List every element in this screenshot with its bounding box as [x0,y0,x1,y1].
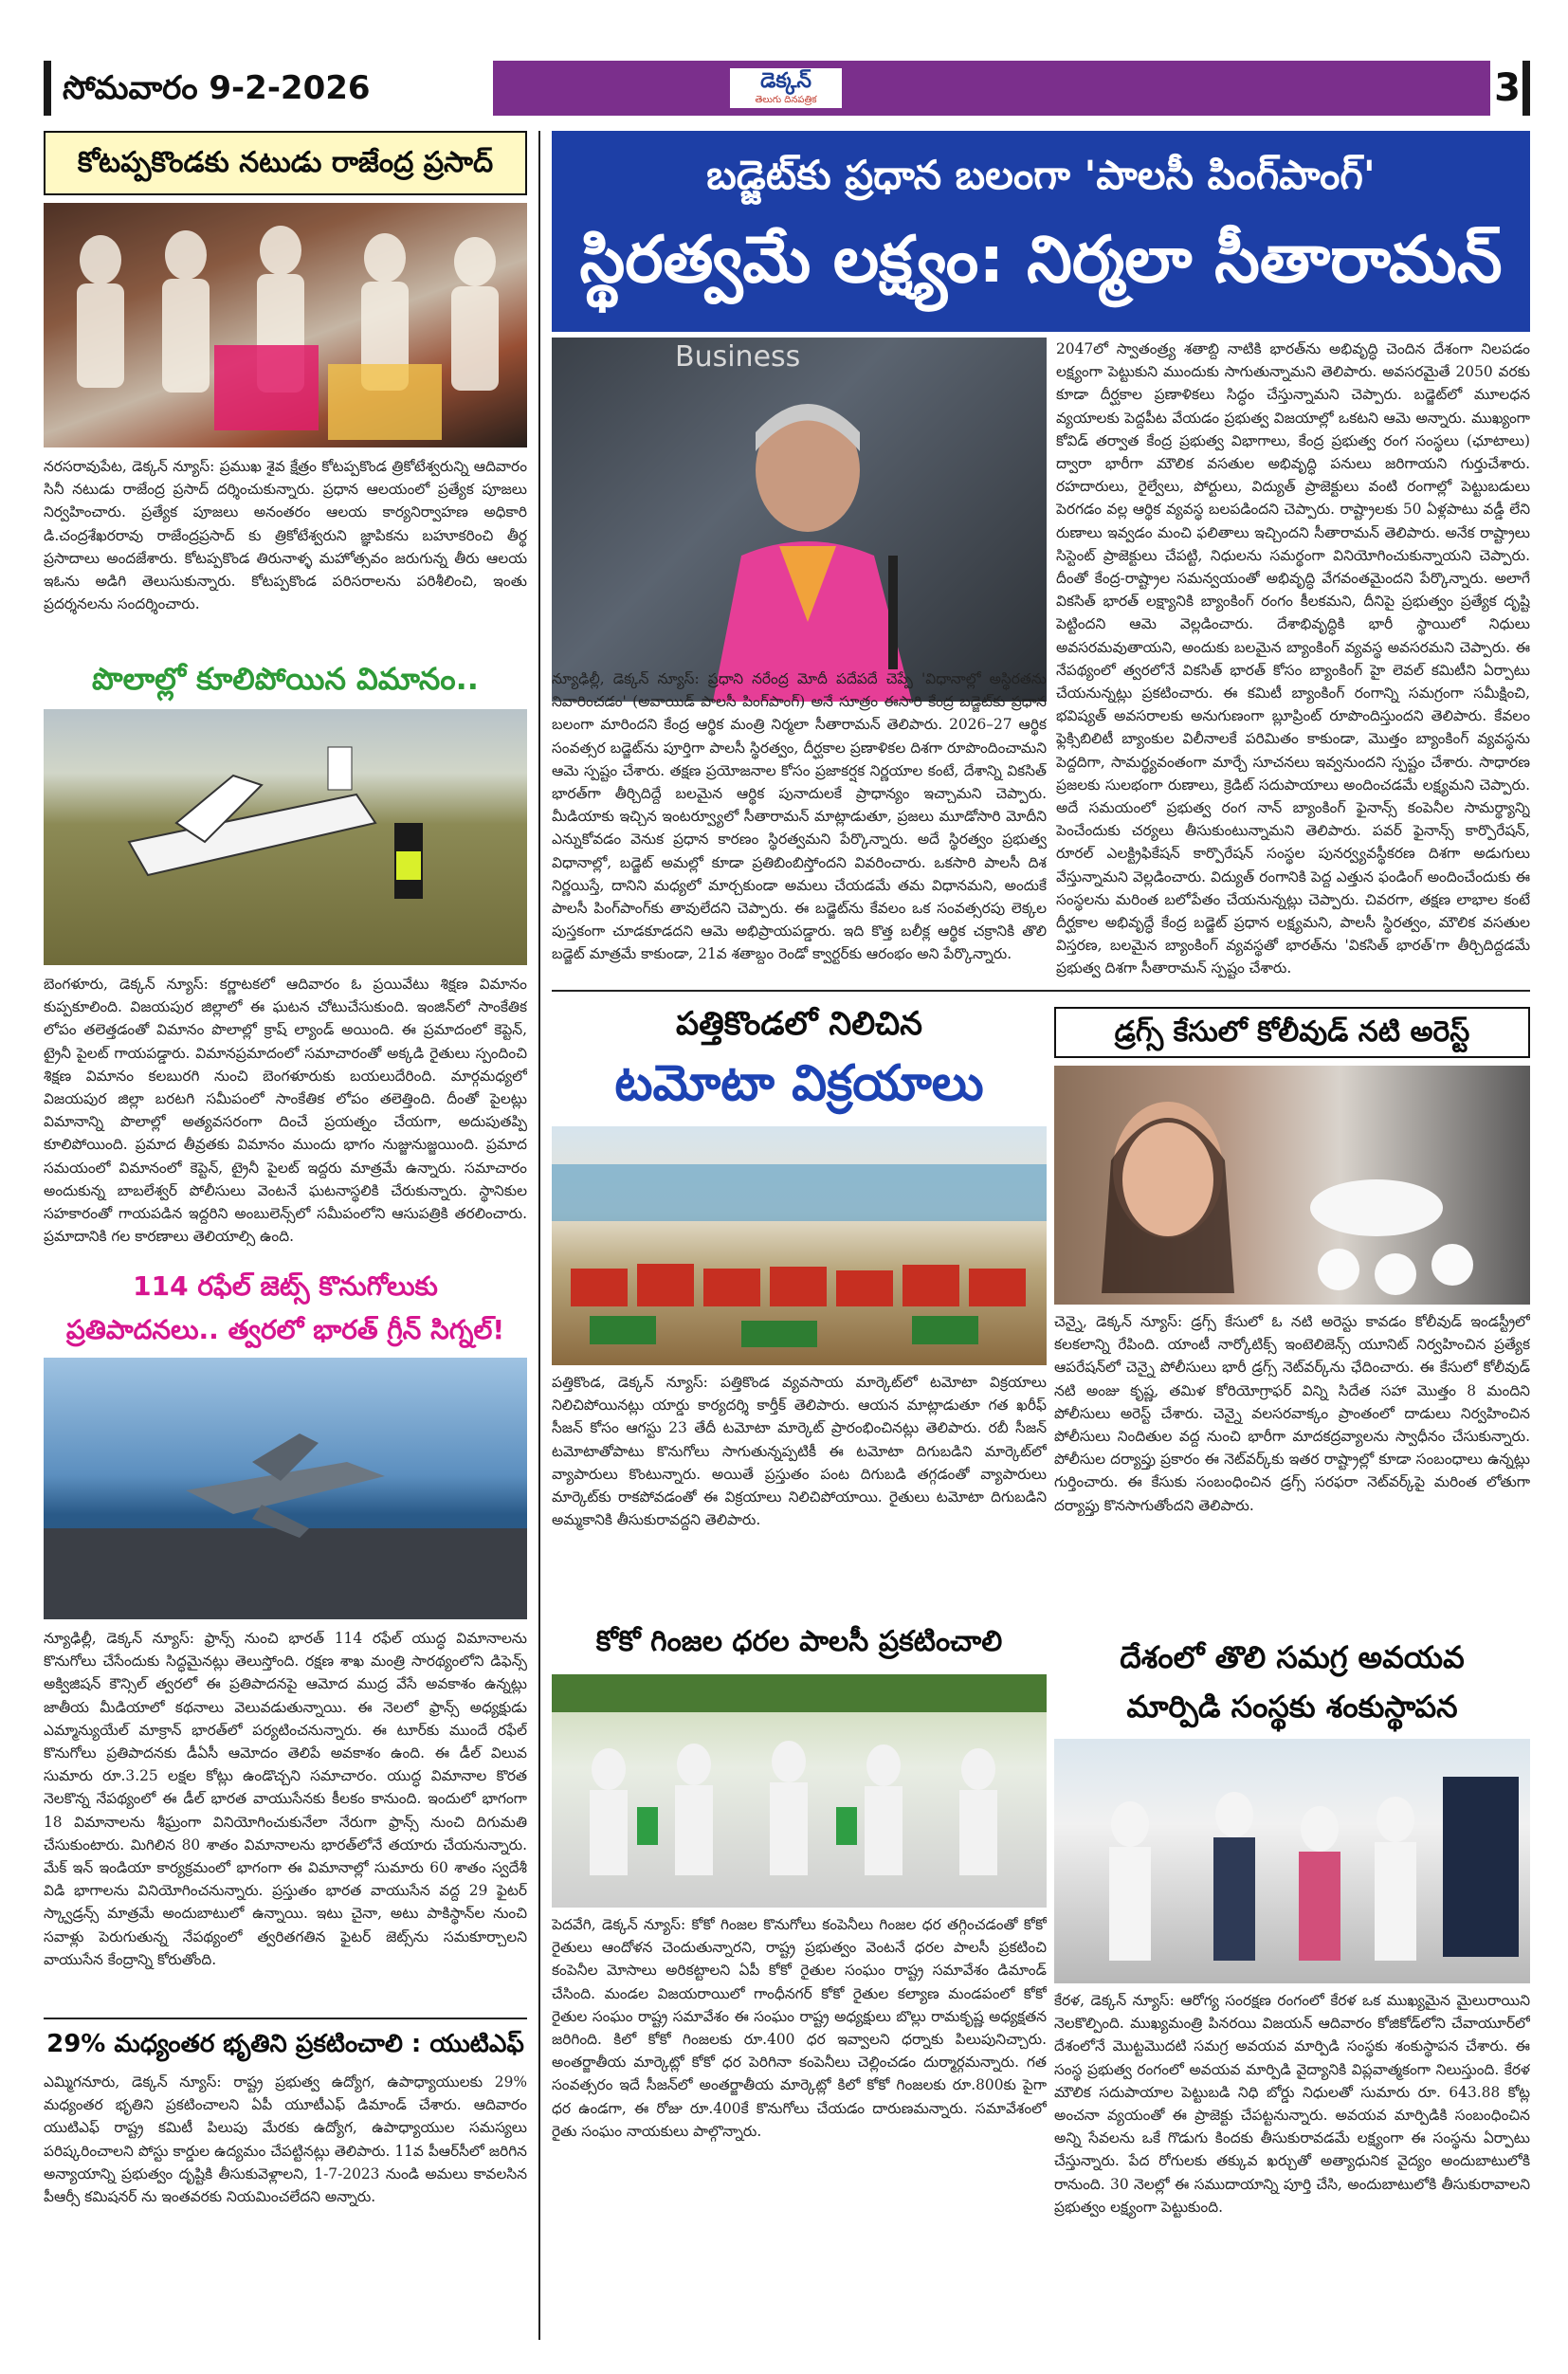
drugs-head-box [1054,1007,1530,1058]
plane-illustration [44,709,527,965]
masthead-bar [493,61,1490,116]
lead-body-left: న్యూఢిల్లీ, డెక్కన్ న్యూస్: ప్రధాని నరేంద్ర మోదీ పదేపదే చెప్పే 'విధానాల్లో అస్థిరతను నివారించడం' (అవాయిడ్ పాలసీ పింగ్‌పాంగ్) అనే సూత్రం ఈసారి కేంద్ర బడ్జెట్‌కు ప్రధాన బలంగా మారిందని కేంద్ర ఆర్థిక మంత్రి నిర్మలా సీతారామన్ తెలిపారు. 2026–27 ఆర్థిక సంవత్సర బడ్జెట్‌ను పూర్తిగా పాలసీ స్థిరత్వం, దీర్ఘకాల ప్రణాళికల దిశగా రూపొందించామని ఆమె స్పష్టం చేశారు. తక్షణ ప్రయోజనాల కోసం ప్రజాకర్షక నిర్ణయాల కంటే, దేశాన్ని వికసిత్ భారత్‌గా తీర్చిదిద్దే బలమైన ఆర్థిక పునాదులకే ప్రాధాన్యం ఇచ్చామని చెప్పారు. మీడియాకు ఇచ్చిన ఇంటర్వ్యూలో సీతారామన్ మాట్లాడుతూ, ప్రజలు మూడోసారి మోదీని ఎన్నుకోవడం వెనుక ప్రధాన కారణం స్థిరత్వమని పేర్కొన్నారు. అదే స్థిరత్వం ప్రభుత్వ విధానాల్లో, బడ్జెట్ అమల్లో కూడా ప్రతిబింబిస్తోందని వివరించారు. ఒకసారి పాలసీ దిశ నిర్ణయిస్తే, దానిని మధ్యలో మార్చకుండా అమలు చేయడమే తమ విధానమని, అందుకే పాలసీ పింగ్‌పాంగ్‌కు తావులేదని చెప్పారు. ఈ బడ్జెట్‌ను కేవలం ఒక సంవత్సరపు లెక్కల పుస్తకంగా చూడకూడదని ఆమె అభిప్రాయపడ్డారు. ఇది కొత్త బలీక్ల ఆర్థిక చక్రానికి తొలి బడ్జెట్ మాత్రమే కాకుండా, 21వ శతాబ్దం రెండో క్వార్టర్‌కు ఆరంభం అని పేర్కొన్నారు. [552,670,1047,963]
cocoa-body: పెదవేగి, డెక్కన్ న్యూస్: కోకో గింజల కొనుగోలు కంపెనీలు గింజల ధర తగ్గించడంతో కోకో రైతులు ఆందోళన చెందుతున్నారని, రాష్ట్ర ప్రభుత్వం వెంటనే ధరల పాలసీ ప్రకటించి కంపెనీల మోసాలు అరికట్టాలని ఏపీ కోకో రైతుల సంఘం రాష్ట్ర సమావేశం డిమాండ్ చేసింది. మండల విజయరాయిలో గాంధీనగర్ కోకో రైతుల కల్యాణ మండపంలో కోకో రైతుల సంఘం రాష్ట్ర సమావేశం ఈ సంఘం రాష్ట్ర అధ్యక్షులు బొల్లు రామకృష్ణ అధ్యక్షతన జరిగింది. కిలో కోకో గింజలకు రూ.400 ధర ఇవ్వాలని ధర్నాకు పిలుపునిచ్చారు. అంతర్జాతీయ మార్కెట్లో కోకో ధర పెరిగినా కంపెనీలు చెల్లించడం దుర్మార్గమన్నారు. గత సంవత్సరం ఇదే సీజన్‌లో అంతర్జాతీయ మార్కెట్లో కిలో కోకో గింజలకు రూ.800కు పైగా ధర ఉండగా, ఈ రోజు రూ.400కే కొనుగోలు చేయడం దారుణమన్నారు. సమావేశంలో రైతు సంఘం నాయకులు పాల్గొన్నారు. [552,1916,1047,2140]
market-illustration [552,1126,1047,1365]
story2-body: బెంగళూరు, డెక్కన్ న్యూస్: కర్ణాటకలో ఆదివారం ఓ ప్రయివేటు శిక్షణ విమానం కుప్పకూలింది. విజయపుర జిల్లాలో ఈ ఘటన చోటుచేసుకుంది. ఇంజిన్‌లో సాంకేతిక లోపం తలెత్తడంతో విమానం పొలాల్లో క్రాష్ ల్యాండ్ అయింది. ఈ ప్రమాదంలో కెప్టెన్, ట్రైనీ పైలట్ గాయపడ్డారు. విమానప్రమాదంలో సమాచారంతో అక్కడి రైతులు స్పందించి శిక్షణ విమానం కలబురగి నుంచి బెంగళూరుకు బయలుదేరింది. మార్గమధ్యలో విజయపుర జిల్లా బరటగి సమీపంలో సాంకేతిక లోపం తలెత్తింది. దీంతో పైలట్లు విమానాన్ని పొలాల్లో అత్యవసరంగా దించే ప్రయత్నం చేయగా, అదుపుతప్పి కూలిపోయింది. ప్రమాద తీవ్రతకు విమానం ముందు భాగం నుజ్జునుజ్జయింది. ప్రమాద సమయంలో విమానంలో కెప్టెన్, ట్రైనీ పైలట్ ఇద్దరు మాత్రమే ఉన్నారు. సమాచారం అందుకున్న బాబలేశ్వర్ పోలీసులు వెంటనే ఘటనాస్థలికి చేరుకున్నారు. స్థానికుల సహకారంతో గాయపడిన ఇద్దరిని అంబులెన్స్‌లో సమీపంలోని ఆసుపత్రికి తరలించారు. ప్రమాదానికి గల కారణాలు తెలియాల్సి ఉంది. [44,976,527,1246]
speaker-illustration [552,338,1047,702]
organ-headline-2: మార్పిడి సంస్థకు శంకుస్థాపన [1126,1689,1458,1725]
story3-body: న్యూఢిల్లీ, డెక్కన్ న్యూస్: ఫ్రాన్స్ నుంచి భారత్ 114 రఫేల్ యుద్ధ విమానాలను కొనుగోలు చేసేందుకు సిద్ధమైనట్లు తెలుస్తోంది. రక్షణ శాఖ మంత్రి సారథ్యంలోని డిఫెన్స్ అక్విజిషన్ కౌన్సిల్ త్వరలో ఈ ప్రతిపాదనపై ఆమోద ముద్ర వేసే అవకాశం ఉన్నట్లు జాతీయ మీడియాలో కథనాలు వెలువడుతున్నాయి. ఈ నెలలో ఫ్రాన్స్ అధ్యక్షుడు ఎమ్మాన్యుయేల్ మాక్రాన్ భారత్‌లో పర్యటించనున్నారు. ఈ టూర్‌కు ముందే రఫేల్ కొనుగోలు ప్రతిపాదనకు డీఏసీ ఆమోదం తెలిపే అవకాశం ఉంది. ఈ డీల్ విలువ సుమారు రూ.3.25 లక్షల కోట్లు ఉండొచ్చని సమాచారం. యుద్ధ విమానాల కొరత నెలకొన్న నేపథ్యంలో ఈ డీల్ భారత వాయుసేనకు కీలకం కానుంది. ఇందులో భాగంగా 18 విమానాలను శీఘ్రంగా వినియోగించుకునేలా నేరుగా ఫ్రాన్స్ నుంచి దిగుమతి చేసుకుంటారు. మిగిలిన 80 శాతం విమానాలను భారత్‌లోనే తయారు చేయనున్నారు. మేక్ ఇన్ ఇండియా కార్యక్రమంలో భాగంగా ఈ విమానాల్లో సుమారు 60 శాతం స్వదేశీ విడి భాగాలను వినియోగించనున్నారు. ప్రస్తుతం భారత వాయుసేన వద్ద 29 ఫైటర్ స్క్వాడ్రన్స్ మాత్రమే అందుబాటులో ఉన్నాయి. ఇటు చైనా, అటు పాకిస్థాన్‌ల నుంచి సవాళ్లు పెరుగుతున్న నేపథ్యంలో త్వరితగతిన ఫైటర్ జెట్స్‌ను సమకూర్చాలని వాయుసేన కేంద్రాన్ని కోరుతోంది. [44,1630,527,1968]
crashed-plane-photo [44,709,527,965]
logo-subtitle: తెలుగు దినపత్రిక [755,95,817,105]
tomato-market-photo [552,1126,1047,1365]
lead-body-right: 2047లో స్వాతంత్ర్య శతాబ్ది నాటికి భారత్‌ను అభివృద్ధి చెందిన దేశంగా నిలపడం లక్ష్యంగా పెట్టుకుని ముందుకు సాగుతున్నామని తెలిపారు. అవసరమైతే 2050 వరకు కూడా దీర్ఘకాల ప్రణాళికలు సిద్ధం చేస్తున్నామని చెప్పారు. బడ్జెట్‌లో మూలధన వ్యయాలకు పెద్దపీట వేయడం ప్రభుత్వ విజయాల్లో ఒకటని ఆమె అన్నారు. ముఖ్యంగా కోవిడ్ తర్వాత కేంద్ర ప్రభుత్వ విభాగాలు, కేంద్ర ప్రభుత్వ రంగ సంస్థలు (ఛూటాలు) ద్వారా భారీగా మౌలిక వసతుల అభివృద్ధి పనులు జరిగాయని గుర్తుచేశారు. రహదారులు, రైల్వేలు, పోర్టులు, విద్యుత్ ప్రాజెక్టులు వంటి రంగాల్లో పెట్టుబడులు పెరగడం వల్ల ఆర్థిక వ్యవస్థ బలపడిందని చెప్పారు. రాష్ట్రాలకు 50 ఏళ్లపాటు వడ్డీ లేని రుణాలు ఇవ్వడం మంచి ఫలితాలు ఇచ్చిందని సీతారామన్ తెలిపారు. అనేక రాష్ట్రాలు సిస్టెంట్ ప్రాజెక్టులు చేపట్టి, నిధులను సమర్థంగా వినియోగించుకున్నాయని చెప్పారు. దీంతో కేంద్ర-రాష్ట్రాల సమన్వయంతో అభివృద్ధి వేగవంతమైందని పేర్కొన్నారు. అలాగే వికసిత్ భారత్ లక్ష్యానికి బ్యాంకింగ్ రంగం కీలకమని, దీనిపై ప్రభుత్వం ప్రత్యేక దృష్టి పెట్టిందని ఆమె వెల్లడించారు. దేశాభివృద్ధికి భారీ స్థాయిలో నిధులు అవసరమవుతాయని, అందుకు బలమైన బ్యాంకింగ్ వ్యవస్థ అవసరమని చెప్పారు. ఈ నేపథ్యంలో త్వరలోనే వికసిత్ భారత్ కోసం బ్యాంకింగ్ హై లెవల్ కమిటీని ఏర్పాటు చేయనున్నట్లు ప్రకటించారు. ఈ కమిటీ బ్యాంకింగ్ రంగాన్ని సమగ్రంగా సమీక్షించి, భవిష్యత్ అవసరాలకు అనుగుణంగా బ్లూప్రింట్ రూపొందిస్తుందని తెలిపారు. కేవలం ఫ్లెక్సిబిలిటీ బ్యాంకుల విలీనాలకే పరిమితం కాకుండా, మొత్తం బ్యాంకింగ్ వ్యవస్థను పెద్దదిగా, సామర్థ్యవంతంగా మార్చే సూచనలు ఇవ్వనుందని స్పష్టం చేశారు. సాధారణ ప్రజలకు సులభంగా రుణాలు, క్రెడిట్ సదుపాయాలు అందించడమే లక్ష్యమని చెప్పారు. అదే సమయంలో ప్రభుత్వ రంగ నాన్ బ్యాంకింగ్ ఫైనాన్స్ కంపెనీల సామర్థ్యాన్ని పెంచేందుకు చర్యలు తీసుకుంటున్నామని తెలిపారు. పవర్ ఫైనాన్స్ కార్పొరేషన్, రూరల్ ఎలక్ట్రిఫికేషన్ కార్పొరేషన్ సంస్థల పునర్వ్యవస్థీకరణ దిశగా అడుగులు వేస్తున్నామని వెల్లడించారు. విద్యుత్ రంగానికి పెద్ద ఎత్తున ఫండింగ్ అందించేందుకు ఈ సంస్థలను మరింత బలోపేతం చేయనున్నట్లు చెప్పారు. చివరగా, తక్షణ లాభాల కంటే దీర్ఘకాల అభివృద్ధే కేంద్ర బడ్జెట్ ప్రధాన లక్ష్యమని, పాలసీ స్థిరత్వం, మౌలిక వసతుల విస్తరణ, బలమైన బ్యాంకింగ్ వ్యవస్థతో భారత్‌ను 'వికసిత్ భారత్'గా తీర్చిదిద్దడమే ప్రభుత్వ దిశగా సీతారామన్ స్పష్టం చేశారు. [1056,340,1530,977]
story1-body: నరసరావుపేట, డెక్కన్ న్యూస్: ప్రముఖ శైవ క్షేత్రం కోటప్పకొండ త్రికోటేశ్వరున్ని ఆదివారం సినీ నటుడు రాజేంద్ర ప్రసాద్ దర్శించుకున్నారు. ప్రధాన ఆలయంలో ప్రత్యేక పూజలు నిర్వహించారు. ప్రత్యేక పూజలు అనంతరం ఆలయ కార్యనిర్వాహణ అధికారి డి.చంద్రశేఖరరావు రాజేంద్రప్రసాద్ కు త్రికోటేశ్వరుని జ్ఞాపికను బహూకరించి తీర్థ ప్రసాదాలు అందజేశారు. కోటప్పకొండ తిరునాళ్ళ మహోత్సవం జరుగున్న తీరు ఆలయ ఇఓను అడిగి తెలుసుకున్నారు. కోటప్పకొండ పరిసరాలను పరిశీలించి, ఇంతు ప్రదర్శనలను సందర్శించారు. [44,458,527,613]
cocoa-farmers-photo [552,1674,1047,1908]
page-number: 3 [1492,61,1530,116]
inauguration-photo [1054,1739,1530,1983]
fighter-jet-photo [44,1358,527,1619]
logo-title: డెక్కన్ [760,69,811,93]
tomato-headline-2: టమోటా విక్రయాలు [614,1055,984,1112]
utf-headline: 29% మధ్యంతర భృతిని ప్రకటించాలి : యుటిఎఫ్ [44,2018,527,2069]
plane-crash-headline: పొలాల్లో కూలిపోయిన విమానం.. [92,661,479,697]
actress-illustration [1054,1066,1530,1305]
photo-banner-text: Business [675,340,801,374]
farmers-illustration [552,1674,1047,1908]
jet-illustration [44,1358,527,1619]
rafale-headline-1: 114 రఫేల్ జెట్స్ కొనుగోలుకు [133,1270,438,1302]
row-divider [552,990,1530,992]
photo-figures [44,203,527,447]
column-divider [538,131,540,2340]
lead-title: స్థిరత్వమే లక్ష్యం: నిర్మలా సీతారామన్ [579,223,1503,298]
lead-headline-box [552,131,1530,332]
date-line: సోమవారం 9-2-2026 [44,61,499,116]
sitharaman-photo [552,338,1047,702]
organ-headline-1: దేశంలో తొలి సమగ్ర అవయవ [1120,1639,1465,1675]
cocoa-headline: కోకో గింజల ధరల పాలసీ ప్రకటించాలి [595,1625,1003,1658]
tomato-headline-1: పత్తికొండలో నిలిచిన [675,1005,923,1043]
actor-visit-photo [44,203,527,447]
story-headline: కోటప్పకొండకు నటుడు రాజేంద్ర ప్రసాద్ [77,146,494,179]
drugs-body: చెన్నై, డెక్కన్ న్యూస్: డ్రగ్స్ కేసులో ఓ నటి అరెస్టు కావడం కోలీవుడ్ ఇండస్ట్రీలో కలకలాన్ని రేపింది. యాంటీ నార్కోటిక్స్ ఇంటెలిజెన్స్ యూనిట్ నిర్వహించిన ప్రత్యేక ఆపరేషన్‌లో చెన్నై పోలీసులు భారీ డ్రగ్స్ నెట్‌వర్క్‌ను ఛేదించారు. ఈ కేసులో కోలీవుడ్ నటి అంజు కృష్ణ, తమిళ కోరియోగ్రాఫర్ విన్ని సిదేత సహా మొత్తం 8 మందిని పోలీసులు అరెస్ట్ చేశారు. చెన్నై వలసరవాక్కం ప్రాంతంలో దాడులు నిర్వహించిన పోలీసులు నిందితుల వద్ద నుంచి భారీగా మాదకద్రవ్యాలను స్వాధీనం చేసుకున్నారు. పోలీసుల దర్యాప్తు ప్రకారం ఈ నెట్‌వర్క్‌కు ఇతర రాష్ట్రాల్లో కూడా సంబంధాలు ఉన్నట్లు గుర్తించారు. ఈ కేసుకు సంబంధించిన డ్రగ్స్ సరఫరా నెట్‌వర్క్‌పై మరింత లోతుగా దర్యాప్తు కొనసాగుతోందని తెలిపారు. [1054,1313,1530,1514]
story1-head-box [44,131,527,195]
newspaper-logo [728,66,844,110]
drugs-headline: డ్రగ్స్ కేసులో కోలీవుడ్ నటి అరెస్ట్ [1114,1015,1470,1049]
actress-photo [1054,1066,1530,1305]
story4-body: ఎమ్మిగనూరు, డెక్కన్ న్యూస్: రాష్ట్ర ప్రభుత్వ ఉద్యోగ, ఉపాధ్యాయులకు 29% మధ్యంతర భృతిని ప్రకటించాలని ఏపీ యూటీఎఫ్ డిమాండ్ చేశారు. ఆదివారం యుటిఎఫ్ రాష్ట్ర కమిటీ పిలుపు మేరకు ఉద్యోగ, ఉపాధ్యాయుల సమస్యలు పరిష్కరించాలని పోస్టు కార్డుల ఉద్యమం చేపట్టినట్లు తెలిపారు. 11వ పీఆర్‌సీలో జరిగిన అన్యాయాన్ని ప్రభుత్వం దృష్టికి తీసుకువెళ్లాలని, 1-7-2023 నుండి అమలు కావలసిన పీఆర్సీ కమిషనర్ ను ఇంతవరకు నియమించలేదని అన్నారు. [44,2073,527,2206]
organ-body: కేరళ, డెక్కన్ న్యూస్: ఆరోగ్య సంరక్షణ రంగంలో కేరళ ఒక ముఖ్యమైన మైలురాయిని నెలకొల్పింది. ముఖ్యమంత్రి పినరయి విజయన్ ఆదివారం కోజికోడ్‌లోని చేవాయూర్‌లో దేశంలోనే మొట్టమొదటి సమగ్ర అవయవ మార్పిడి సంస్థకు శంకుస్థాపన చేశారు. ఈ సంస్థ ప్రభుత్వ రంగంలో అవయవ మార్పిడి వైద్యానికి విప్లవాత్మకంగా నిలుస్తుంది. కేరళ మౌలిక సదుపాయాల పెట్టుబడి నిధి బోర్డు నిధులతో సుమారు రూ. 643.88 కోట్ల అంచనా వ్యయంతో ఈ ప్రాజెక్టు చేపట్టనున్నారు. అవయవ మార్పిడికి సంబంధించిన అన్ని సేవలను ఒకే గొడుగు కిందకు తీసుకురావడమే లక్ష్యంగా ఈ సంస్థను ఏర్పాటు చేస్తున్నారు. పేద రోగులకు తక్కువ ఖర్చుతో అత్యాధునిక వైద్యం అందుబాటులోకి రానుంది. 30 నెలల్లో ఈ సముదాయాన్ని పూర్తి చేసి, అందుబాటులోకి తీసుకురావాలని ప్రభుత్వం లక్ష్యంగా పెట్టుకుంది. [1054,1992,1530,2216]
tomato-body: పత్తికొండ, డెక్కన్ న్యూస్: పత్తికొండ వ్యవసాయ మార్కెట్‌లో టమోటా విక్రయాలు నిలిచిపోయినట్లు యార్డు కార్యదర్శి కార్తీక్ తెలిపారు. ఆయన మాట్లాడుతూ గత ఖరీఫ్ సీజన్ కోసం ఆగస్టు 23 తేదీ టమోటా మార్కెట్ ప్రారంభించినట్లు తెలిపారు. రబీ సీజన్ టమోటాతోపాటు కొనుగోలు సాగుతున్నప్పటికీ ఈ టమోటా దిగుబడిని మార్కెట్‌లో వ్యాపారులు కొంటున్నారు. అయితే ప్రస్తుతం పంట దిగుబడి తగ్గడంతో వ్యాపారులు మార్కెట్‌కు రాకపోవడంతో ఈ విక్రయాలు నిలిచిపోయాయి. రైతులు టమోటా దిగుబడిని అమ్మకానికి తీసుకురావద్దని తెలిపారు. [552,1374,1047,1529]
inauguration-illustration [1054,1739,1530,1983]
rafale-headline-2: ప్రతిపాదనలు.. త్వరలో భారత్ గ్రీన్ సిగ్నల్! [65,1314,505,1345]
lead-kicker: బడ్జెట్‌కు ప్రధాన బలంగా 'పాలసీ పింగ్‌పాంగ్' [706,152,1376,198]
